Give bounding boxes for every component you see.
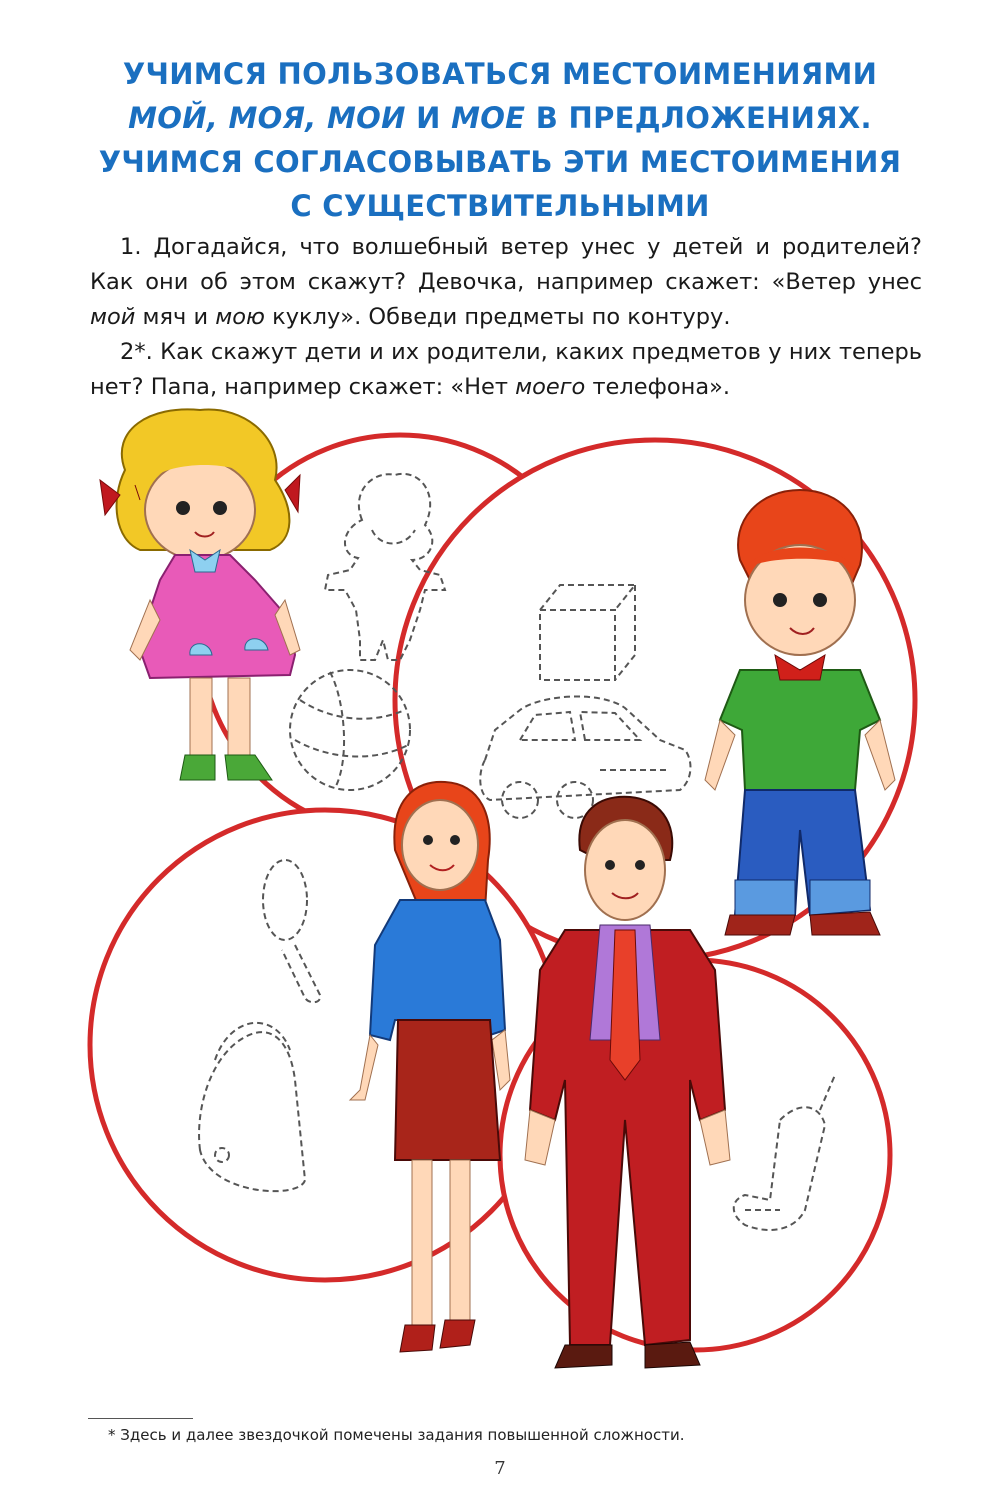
illustration	[0, 400, 1000, 1410]
task-1-em-2: мою	[215, 304, 265, 330]
pronoun-moi: МОЙ,	[128, 101, 219, 135]
footnote-rule	[88, 1418, 193, 1419]
heading-and: И	[416, 101, 441, 135]
task-2-em-1: моего	[515, 374, 586, 400]
pronoun-moya: МОЯ,	[228, 101, 317, 135]
task-1-text-a: 1. Догадайся, что волшебный ветер унес у детей и родителей? Как они об этом скажут? Девочка, например скажет: «Ветер унес	[90, 234, 922, 295]
task-2	[90, 335, 922, 405]
heading-line-2-rest: В ПРЕДЛОЖЕНИЯХ.	[535, 101, 872, 135]
pronoun-moi-plural: МОИ	[326, 101, 406, 135]
task-1-em-1: мой	[90, 304, 136, 330]
heading-line-1: УЧИМСЯ ПОЛЬЗОВАТЬСЯ МЕСТОИМЕНИЯМИ	[122, 57, 878, 91]
task-text	[90, 230, 922, 405]
task-1-text-b: мяч и	[142, 304, 209, 330]
page-number: 7	[494, 1458, 506, 1479]
page-heading	[60, 52, 940, 228]
task-2-text-a: 2*. Как скажут дети и их родители, каких предметов у них теперь нет? Папа, например скажет: «Нет	[90, 339, 922, 400]
pronoun-moe: МОЕ	[451, 101, 526, 135]
heading-line-4: С СУЩЕСТВИТЕЛЬНЫМИ	[290, 189, 710, 223]
task-1-text-c: куклу». Обведи предметы по контуру.	[272, 304, 731, 330]
heading-line-2	[60, 96, 940, 140]
heading-line-3: УЧИМСЯ СОГЛАСОВЫВАТЬ ЭТИ МЕСТОИМЕНИЯ	[98, 145, 902, 179]
task-2-text-b: телефона».	[592, 374, 731, 400]
task-1	[90, 230, 922, 335]
footnote: * Здесь и далее звездочкой помечены задания повышенной сложности.	[108, 1426, 685, 1444]
